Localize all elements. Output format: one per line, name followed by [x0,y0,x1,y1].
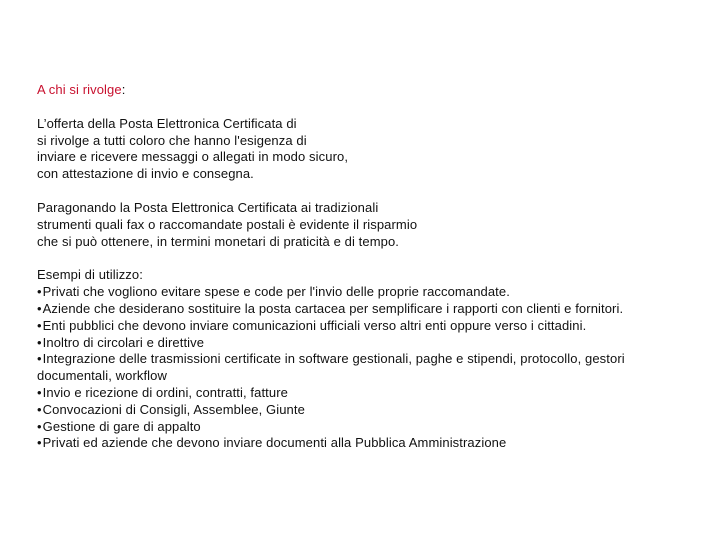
list-item-text: Privati ed aziende che devono inviare documenti alla Pubblica Amministrazione [42,435,507,451]
bullet-icon: • [37,334,42,350]
intro-paragraph [37,116,697,183]
comparison-line: strumenti quali fax o raccomandate postali è evidente il risparmio [37,216,418,232]
bullet-icon: • [37,435,42,451]
list-item-text: Invio e ricezione di ordini, contratti, fatture [42,384,288,400]
bullet-icon: • [37,351,42,367]
bullet-icon: • [37,300,42,316]
examples-list [37,284,697,452]
heading-colon: : [121,82,126,97]
comparison-line: Paragonando la Posta Elettronica Certificata ai tradizionali [37,199,379,215]
bullet-icon: • [37,418,42,434]
bullet-icon: • [37,401,42,417]
spacer [37,183,697,200]
section-heading [37,82,697,99]
list-item [37,335,697,352]
intro-line: con attestazione di invio e consegna. [37,166,254,182]
list-item-text: Inoltro di circolari e direttive [42,334,205,350]
intro-line: inviare e ricevere messaggi o allegati in modo sicuro, [37,149,349,165]
list-item-text: Gestione di gare di appalto [42,418,201,434]
list-item [37,284,697,301]
comparison-paragraph [37,200,697,250]
bullet-icon: • [37,284,42,300]
bullet-icon: • [37,317,42,333]
list-item [37,419,697,436]
list-item-text: Aziende che desiderano sostituire la posta cartacea per semplificare i rapporti con clienti e fornitori. [42,300,624,316]
comparison-line: che si può ottenere, in termini monetari di praticità e di tempo. [37,233,400,249]
list-item-text: Privati che vogliono evitare spese e code per l'invio delle proprie raccomandate. [42,284,510,300]
spacer [37,250,697,267]
list-item [37,351,697,385]
examples-title: Esempi di utilizzo: [37,267,143,283]
heading-text: A chi si rivolge [37,82,122,97]
bullet-icon: • [37,384,42,400]
list-item-text: Enti pubblici che devono inviare comunicazioni ufficiali verso altri enti oppure verso i cittadini. [42,317,587,333]
list-item [37,385,697,402]
document-body [37,82,697,452]
list-item-text: Integrazione delle trasmissioni certificate in software gestionali, paghe e stipendi, protocollo, gestori documentali, workflow [37,351,625,384]
intro-line: L’offerta della Posta Elettronica Certificata di [37,115,297,131]
list-item-text: Convocazioni di Consigli, Assemblee, Giunte [42,401,305,417]
list-item [37,402,697,419]
list-item [37,318,697,335]
intro-line: si rivolge a tutti coloro che hanno l'esigenza di [37,132,307,148]
list-item [37,301,697,318]
spacer [37,99,697,116]
list-item [37,435,697,452]
